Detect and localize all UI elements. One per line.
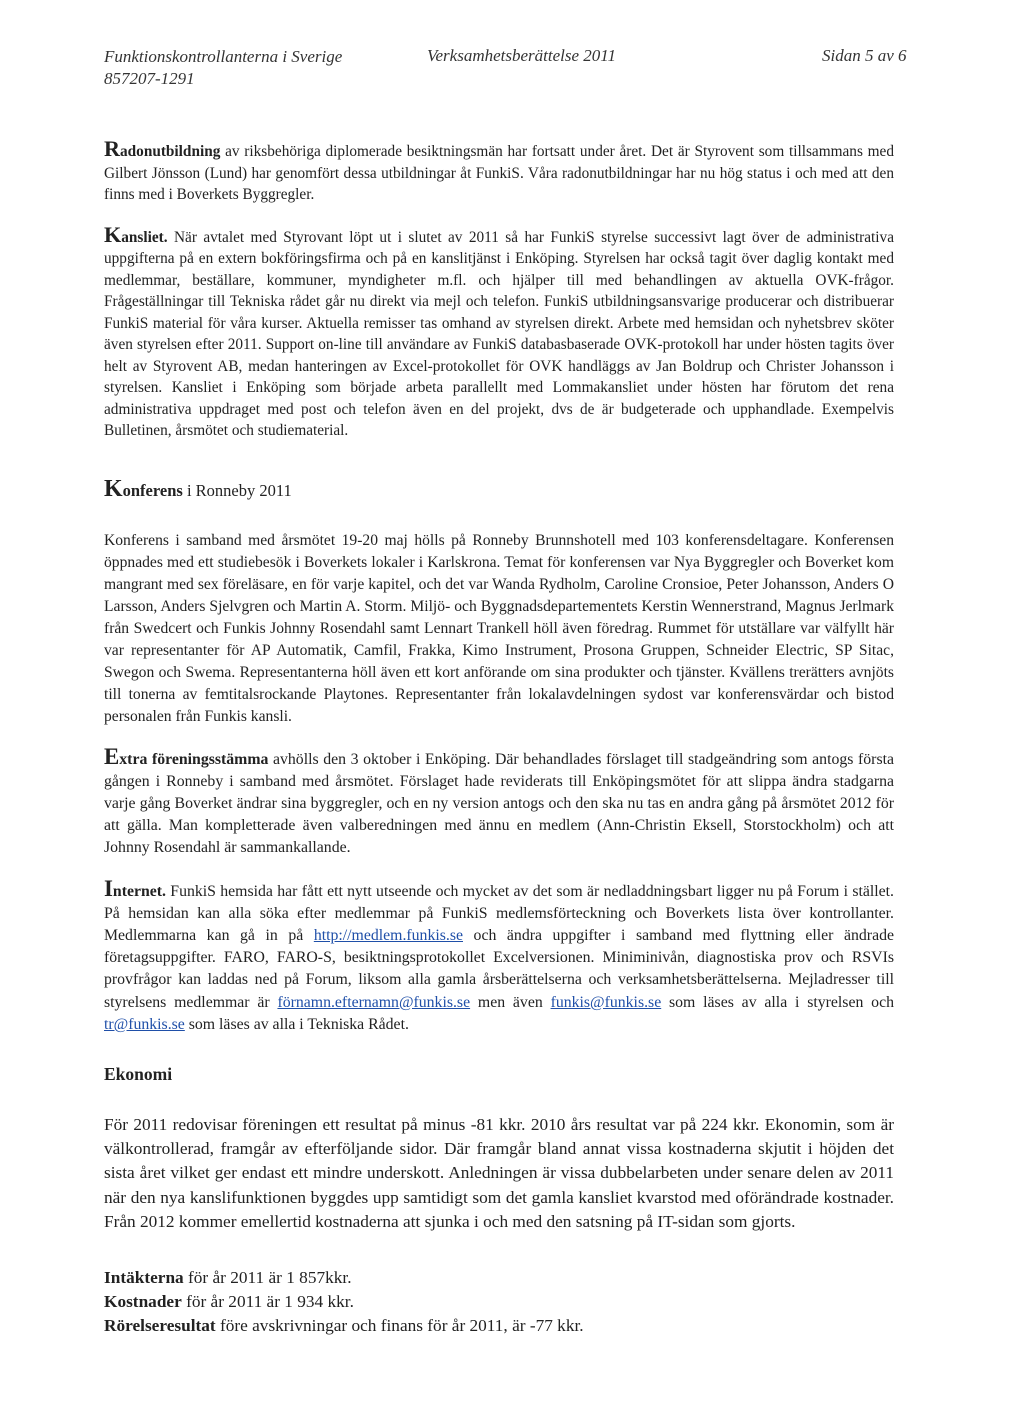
page-number: Sidan 5 av 6 [822, 46, 907, 65]
extra-paragraph [104, 743, 894, 860]
radon-heading: Radonutbildning [104, 136, 221, 161]
kostnader-line: Kostnader för år 2011 är 1 934 kkr. [104, 1292, 354, 1312]
radon-text: av riksbehöriga diplomerade besiktningsmän har fortsatt under året. Det är Styrovent som tillsammans med Gilbert Jönsson (Lund) har genomfört dessa utbildningar åt FunkiS. Våra radonutbildningar har nu hög status i och med att den finns med i Boverkets Byggregler. [104, 143, 894, 203]
ekonomi-heading: Ekonomi [104, 1063, 173, 1084]
funkis-email-link[interactable]: funkis@funkis.se [550, 993, 662, 1011]
organization-name: Funktionskontrollanterna i Sverige [104, 47, 343, 66]
konferens-text: Konferens i samband med årsmötet 19-20 maj hölls på Ronneby Brunnshotell med 103 konferensdeltagare. Konferensen öppnades med ett studiebesök i Boverkets lokaler i Karlskrona. Temat för konferensen var Nya Byggregler och Boverket kom mangrant med sex föreläsare, en för varje kapitel, och det var Wanda Rydholm, Caroline Cronsioe, Peter Johansson, Anders O Larsson, Anders Sjelvgren och Martin A. Storm. Miljö- och Byggnadsdepartementets Kerstin Wennerstrand, Magnus Jerlmark från Swedcert och Funkis Johnny Rosendahl samt Lennart Trankell höll även föredrag. Rummet för utställare var välfyllt här var representanter för AP Automatik, Camfil, Frakka, Kimo Instrument, Prosona Gruppen, Schneider Electric, SP Sitac, Swegon och Swema. Representanterna höll även ett kort anförande om sina produkter och tjänster. Kvällens trerätters avnjöts till tonerna av femtitalsrockande Playtones. Representanter från lokalavdelningen sydost var konferensvärdar och bistod personalen från Funkis kansli. [104, 531, 894, 725]
rorelseresultat-line: Rörelseresultat före avskrivningar och finans för år 2011, är -77 kkr. [104, 1316, 584, 1336]
extra-text: avhölls den 3 oktober i Enköping. Där behandlades förslaget till stadgeändring som antogs första gången i Ronneby i samband med årsmötet. Förslaget hade reviderats till Enköpingsmötet för att slippa ändra stadgarna varje gång Boverket ändrar sina byggregler, och en ny version antogs och den ska nu tas en andra gång på årsmötet 2012 för att gälla. Man kompletterade även valberedningen med ännu en medlem (Ann-Christin Eksell, Storstockholm) och att Johnny Rosendahl är sammankallande. [104, 750, 894, 857]
extra-heading: Extra föreningsstämma [104, 743, 269, 769]
konferens-heading: Konferens i Ronneby 2011 [104, 475, 292, 502]
kansliet-heading: Kansliet. [104, 221, 168, 247]
kansliet-text: När avtalet med Styrovant löpt ut i slutet av 2011 så har FunkiS styrelse successivt lagt över de administrativa uppgifterna på en extern bokföringsfirma och på en kanslitjänst i Enköping. Styrelsen har också tagit över daglig kontakt med medlemmar, beställare, kommuner, myndigheter m.fl. och hjälper till med behandlingen av aktuella OVK-frågor. Frågeställningar till Tekniska rådet går nu direkt via mejl och telefon. FunkiS utbildningsansvarige producerar och distribuerar FunkiS material för våra kurser. Aktuella remisser tas omhand av styrelsen direkt. Arbete med hemsidan och nyhetsbrev sköter även styrelsen efter 2011. Support on-line till användare av FunkiS databasbaserade OVK-protokoll har under hösten tagits över helt av Styrovent AB, medan hanteringen av Excel-protokollet för OVK handläggs av Jan Boldrup och Christer Johansson i styrelsen. Kansliet i Enköping som började arbeta parallellt med Lommakansliet under hösten har förutom det rena administrativa uppdraget med post och telefon även en del projekt, dvs de är budgeterade och upphandlade. Exempelvis Bulletinen, årsmötet och studiematerial. [104, 228, 894, 439]
internet-heading: Internet. [104, 875, 166, 901]
medlem-link[interactable]: http://medlem.funkis.se [313, 926, 463, 944]
ekonomi-text: För 2011 redovisar föreningen ett resultat på minus -81 kkr. 2010 års resultat var på 224 kkr. Ekonomin, som är välkontrollerad, framgår av efterföljande sidor. Där framgår bland annat vissa kostnaderna skjutit i höjden det sista året vilket ger endast ett mindre underskott. Anledningen är vissa dubbelarbeten under senare delen av 2011 när den nya kanslifunktionen byggdes upp samtidigt som det gamla kansliet kvarstod med oförändrade kostnader. Från 2012 kommer emellertid kostnaderna att sjunka i och med den satsning på IT-sidan som gjorts. [104, 1114, 894, 1231]
internet-paragraph: Internet. FunkiS hemsida har fått ett nytt utseende och mycket av det som är nedladdningsbart ligger nu på Forum i stället. På hemsidan kan alla söka efter medlemmar på FunkiS medlemsförteckning och Boverkets lista över kontrollanter. Medlemmarna kan gå in på http://medlem.funkis.se och ändra uppgifter i samband med flyttning eller ändrade företagsuppgifter. FARO, FARO-S, besiktningsprotokollet Excelversionen. Miniminivån, diagnostiska prov och RSVIs provfrågor kan laddas ned på Forum, liksom alla gamla årsberättelserna och verksamhetsberättelserna. Mejladresser till styrelsens medlemmar är förnamn.efternamn@funkis.se men även funkis@funkis.se som läses av alla i styrelsen och tr@funkis.se som läses av alla i Tekniska Rådet. [104, 875, 894, 1033]
styrelse-email-link[interactable]: förnamn.efternamn@funkis.se [277, 993, 471, 1011]
organization-number: 857207-1291 [104, 69, 195, 88]
intakter-line: Intäkterna för år 2011 är 1 857kkr. [104, 1267, 352, 1287]
page-content [104, 138, 894, 1339]
radon-paragraph [104, 138, 894, 206]
tr-email-link[interactable]: tr@funkis.se [104, 1015, 185, 1033]
document-title: Verksamhetsberättelse 2011 [427, 46, 617, 65]
header-left [104, 46, 342, 90]
kansliet-paragraph [104, 221, 894, 442]
